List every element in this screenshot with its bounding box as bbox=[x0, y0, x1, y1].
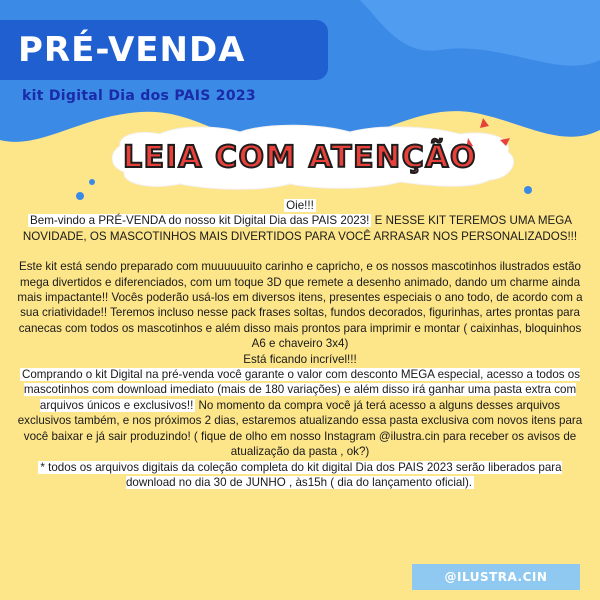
title-banner bbox=[0, 20, 328, 80]
page-subtitle: kit Digital Dia dos PAIS 2023 bbox=[22, 88, 256, 104]
note-paragraph bbox=[14, 460, 586, 491]
page-title: PRÉ-VENDA bbox=[18, 30, 246, 70]
greeting-line bbox=[14, 198, 586, 213]
instagram-handle-badge bbox=[412, 564, 580, 590]
purchase-rest: No momento da compra você já terá acesso a alguns desses arquivos exclusivos também, e nos próximos 2 dias, estaremos atualizando essa pasta exclusiva com novos itens para você baixar e já sair produzindo! ( fique de olho em nosso Instagram @ilustra.cin para receber os avisos de atualização da pasta , ok?) bbox=[17, 398, 583, 459]
description-paragraph: Este kit está sendo preparado com muuuuuuito carinho e capricho, e os nossos mascotinhos ilustrados estão mega divertidos e diferenciados, com um toque 3D que remete a desenho animado, dando um charme ainda mais impactante!! Vocês poderão usá-los em diversos itens, presentes especiais o ano todo, de acordo com a sua criatividade!! Teremos incluso nesse pack frases soltas, fundos decorados, figurinhas, artes prontas para canecas com todos os mascotinhos e além disso mais prontos para imprimir e montar ( caixinhas, bloquinhos A6 e chaveiro 3x4) bbox=[17, 260, 583, 351]
attention-heading: LEIA COM ATENÇÃO bbox=[123, 139, 477, 175]
paragraph-gap bbox=[14, 244, 586, 259]
greeting-text: Oie!!! bbox=[286, 199, 314, 212]
welcome-rest: E NESSE KIT TEREMOS UMA MEGA NOVIDADE, OS MASCOTINHOS MAIS DIVERTIDOS PARA VOCÊ ARRASAR NOS PERSONALIZADOS!!! bbox=[22, 214, 578, 243]
heading-block bbox=[100, 126, 520, 192]
note-highlight: * todos os arquivos digitais da coleção completa do kit digital Dia dos PAIS 2023 serão liberados para download no dia 30 de JUNHO , às15h ( dia do lançamento oficial). bbox=[40, 460, 562, 489]
decorative-dot-2 bbox=[89, 179, 95, 185]
purchase-highlight: Comprando o kit Digital na pré-venda você garante o valor com desconto MEGA especial, acesso a todos os mascotinhos com download imediato (mais de 180 variações) e além disso irá ganhar uma pasta extra com arquivos únicos e exclusivos!! bbox=[21, 368, 581, 412]
welcome-highlight: Bem-vindo a PRÉ-VENDA do nosso kit Digital Dia das PAIS 2023! bbox=[30, 214, 370, 228]
decorative-dot-3 bbox=[524, 186, 532, 194]
purchase-paragraph bbox=[14, 367, 586, 459]
incredible-line: Está ficando incrível!!! bbox=[243, 352, 357, 366]
body-content bbox=[14, 198, 586, 490]
instagram-handle: @ILUSTRA.CIN bbox=[444, 570, 548, 584]
welcome-paragraph bbox=[14, 213, 586, 244]
